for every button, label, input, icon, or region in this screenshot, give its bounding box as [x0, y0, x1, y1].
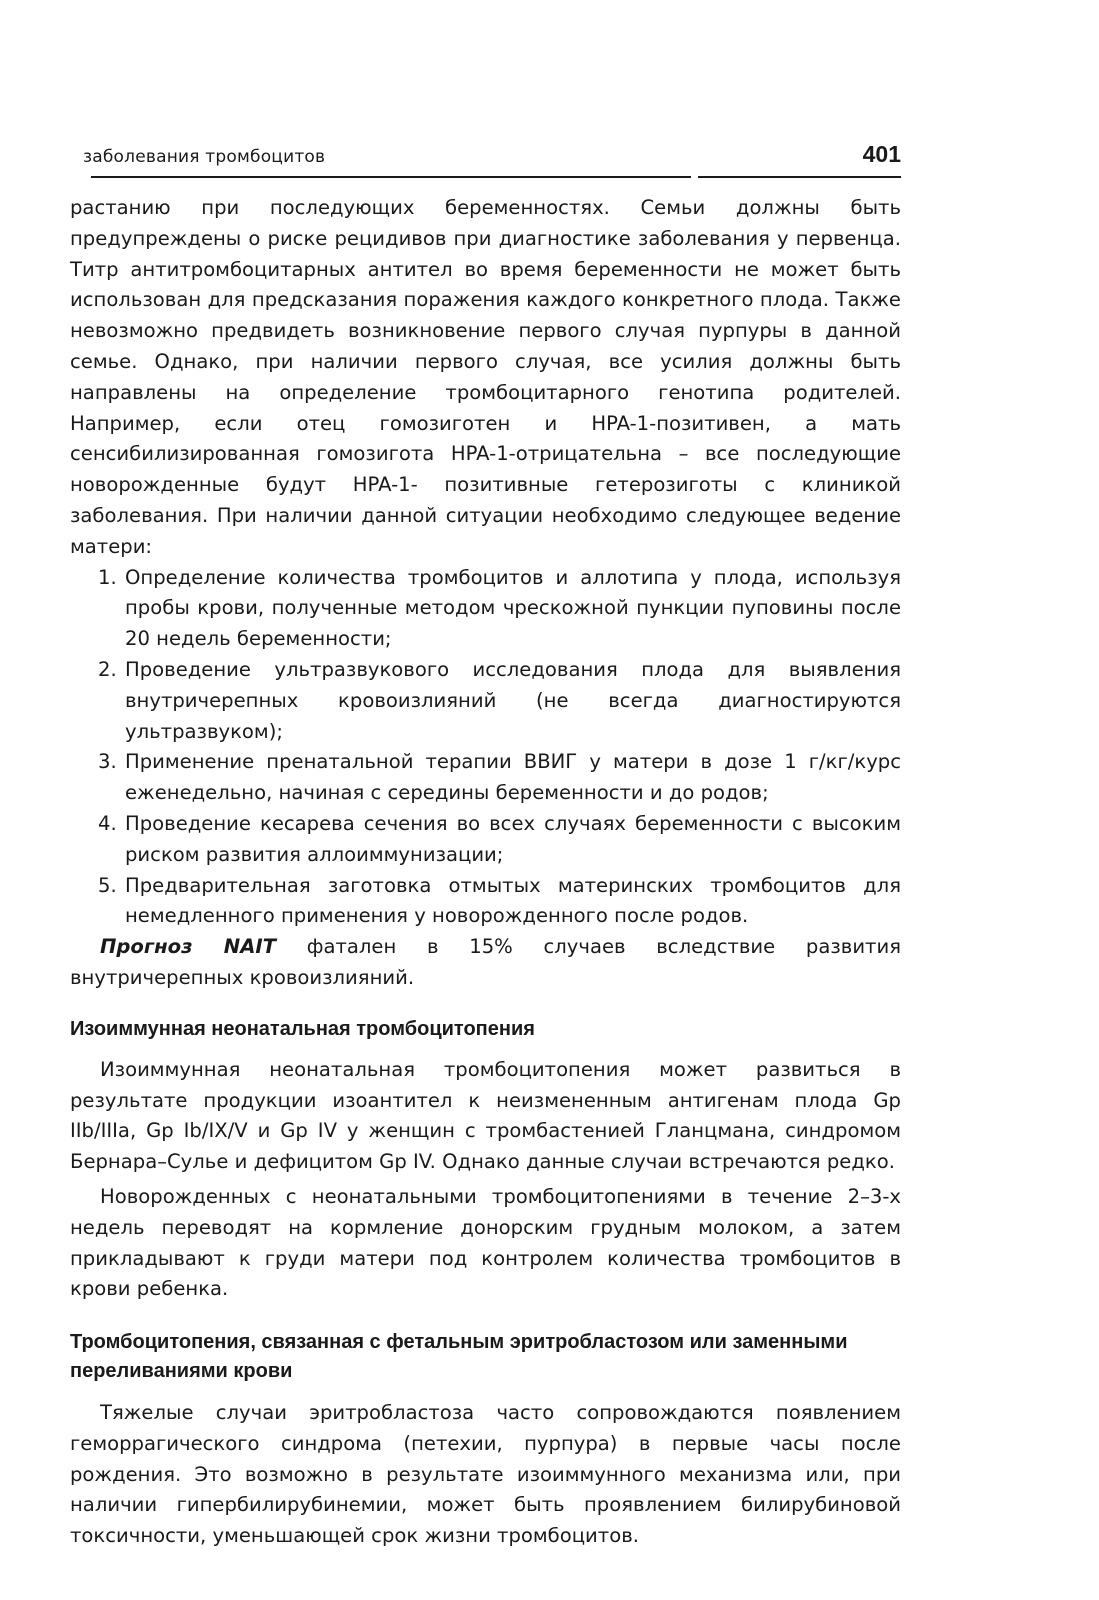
- list-item: [70, 655, 901, 747]
- list-item-text: Определение количества тромбоцитов и аллотипа у плода, используя пробы крови, полученные методом чрескожной пункции пуповины после 20 недель беременности;: [125, 565, 901, 651]
- prognosis-text: фатален в 15% случаев вследствие развития внутричерепных кровоизлияний.: [70, 935, 901, 989]
- list-item-number: 4.: [98, 811, 117, 835]
- list-item: [70, 747, 901, 809]
- running-head: заболевания тромбоцитов: [83, 147, 326, 167]
- section-heading-erythroblastosis: Тромбоцитопения, связанная с фетальным эритробластозом или заменными переливаниями крови: [70, 1331, 848, 1383]
- list-item: [70, 871, 901, 933]
- list-item-text: Проведение кесарева сечения во всех случаях беременности с высоким риском развития аллоиммунизации;: [125, 811, 901, 866]
- list-item-number: 2.: [98, 657, 117, 681]
- prognosis-paragraph: [70, 932, 901, 994]
- list-item-number: 3.: [98, 750, 117, 774]
- management-list: [70, 563, 901, 933]
- list-item-text: Проведение ультразвукового исследования плода для выявления внутричерепных кровоизлияний (не всегда диагностируются ультразвуком);: [125, 657, 901, 743]
- header-rule-right: [698, 176, 901, 178]
- list-item-text: Предварительная заготовка отмытых материнских тромбоцитов для немедленного применения у новорожденного после родов.: [125, 873, 901, 928]
- isoimmune-paragraph-2: Новорожденных с неонатальными тромбоцитопениями в течение 2–3-х недель переводят на кормление донорским грудным молоком, а затем прикладывают к груди матери под контролем количества тромбоцитов в крови ребенка.: [70, 1184, 901, 1301]
- intro-paragraph: растанию при последующих беременностях. Семьи должны быть предупреждены о риске рецидивов при диагностике заболевания у первенца. Титр антитромбоцитарных антител во время беременности не может быть использован для предсказания поражения каждого конкретного плода. Также невозможно предвидеть возникновение первого случая пурпуры в данной семье. Однако, при наличии первого случая, все усилия должны быть направлены на определение тромбоцитарного генотипа родителей. Например, если отец гомозиготен и HPA-1-позитивен, а мать сенсибилизированная гомозигота HPA-1-отрицательна – все последующие новорожденные будут HPA-1- позитивные гетерозиготы с клиникой заболевания. При наличии данной ситуации необходимо следующее ведение матери:: [70, 196, 901, 558]
- page-body: [70, 193, 901, 1552]
- section-heading-isoimmune: Изоиммунная неонатальная тромбоцитопения: [70, 1017, 535, 1040]
- header-rule: [91, 176, 691, 178]
- isoimmune-paragraph-1: Изоиммунная неонатальная тромбоцитопения может развиться в результате продукции изоантител к неизмененным антигенам плода Gp IIb/IIIa, Gp Ib/IX/V и Gp IV у женщин с тромбастенией Гланцмана, синдромом Бернара–Сулье и дефицитом Gp IV. Однако данные случаи встречаются редко.: [70, 1057, 901, 1174]
- list-item: [70, 809, 901, 871]
- page-number: 401: [862, 141, 901, 167]
- prognosis-lead: Прогноз NAIT: [100, 935, 277, 959]
- list-item-text: Применение пренатальной терапии ВВИГ у матери в дозе 1 г/кг/курс еженедельно, начиная с середины беременности и до родов;: [125, 750, 901, 805]
- list-item: [70, 563, 901, 655]
- list-item-number: 1.: [98, 565, 117, 589]
- page-header: [83, 141, 901, 186]
- list-item-number: 5.: [98, 873, 117, 897]
- erythroblastosis-paragraph: Тяжелые случаи эритробластоза часто сопровождаются появлением геморрагического синдрома (петехии, пурпура) в первые часы после рождения. Это возможно в результате изоиммунного механизма или, при наличии гипербилирубинемии, может быть проявлением билирубиновой токсичности, уменьшающей срок жизни тромбоцитов.: [70, 1401, 901, 1548]
